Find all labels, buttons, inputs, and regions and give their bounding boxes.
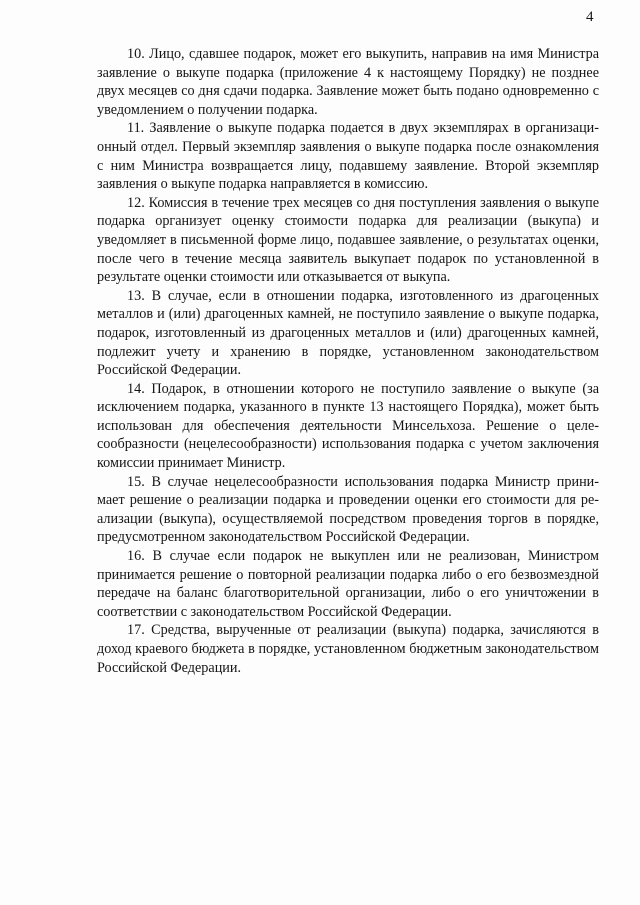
paragraph-11: 11. Заявление о выкупе подарка подается в двух экземплярах в организационный отдел. Первый экземпляр заявления о выкупе подарка после ознакомления с ним Министра возвращается лицу, подавшему заявление. Второй экземпляр заявления о выкупе подарка направляется в комиссию.	[97, 120, 599, 193]
document-body	[97, 45, 599, 677]
paragraph-13: 13. В случае, если в отношении подарка, изготовленного из драгоценных металлов и (или) драгоценных камней, не поступило заявление о выкупе подарка, подарок, изготовленный из драгоценных металлов и (или) драгоценных камней, подлежит учету и хранению в порядке, установленном законодательством Российской Федерации.	[97, 287, 599, 379]
page-number: 4	[586, 9, 594, 25]
paragraph-14: 14. Подарок, в отношении которого не поступило заявление о выкупе (за исключением подарка, указанного в пункте 13 настоящего Порядка), может быть использован для обеспечения деятельности Минсельхоза. Решение о целесообразности (нецелесообразности) использования подарка с учетом заключения комиссии принимает Министр.	[97, 380, 599, 472]
paragraph-17: 17. Средства, вырученные от реализации (выкупа) подарка, зачисляются в доход краевого бюджета в порядке, установленном бюджетным законодательством Российской Федерации.	[97, 622, 599, 676]
paragraph-10: 10. Лицо, сдавшее подарок, может его выкупить, направив на имя Министра заявление о выкупе подарка (приложение 4 к настоящему Порядку) не позднее двух месяцев со дня сдачи подарка. Заявление может быть подано одновременно с уведомлением о получении подарка.	[97, 46, 599, 118]
paragraph-12: 12. Комиссия в течение трех месяцев со дня поступления заявления о выкупе подарка организует оценку стоимости подарка для реализации (выкупа) и уведомляет в письменной форме лицо, подавшее заявление, о результатах оценки, после чего в течение месяца заявитель выкупает подарок по установленной в результате оценки стоимости или отказывается от выкупа.	[97, 194, 599, 286]
paragraph-15: 15. В случае нецелесообразности использования подарка Министр принимает решение о реализации подарка и проведении оценки его стоимости для реализации (выкупа), осуществляемой посредством проведения торгов в порядке, предусмотренном законодательством Российской Федерации.	[97, 473, 599, 546]
paragraph-16: 16. В случае если подарок не выкуплен или не реализован, Министром принимается решение о повторной реализации подарка либо о его безвозмездной передаче на баланс благотворительной организации, либо о его уничтожении в соответствии с законодательством Российской Федерации.	[97, 548, 599, 620]
